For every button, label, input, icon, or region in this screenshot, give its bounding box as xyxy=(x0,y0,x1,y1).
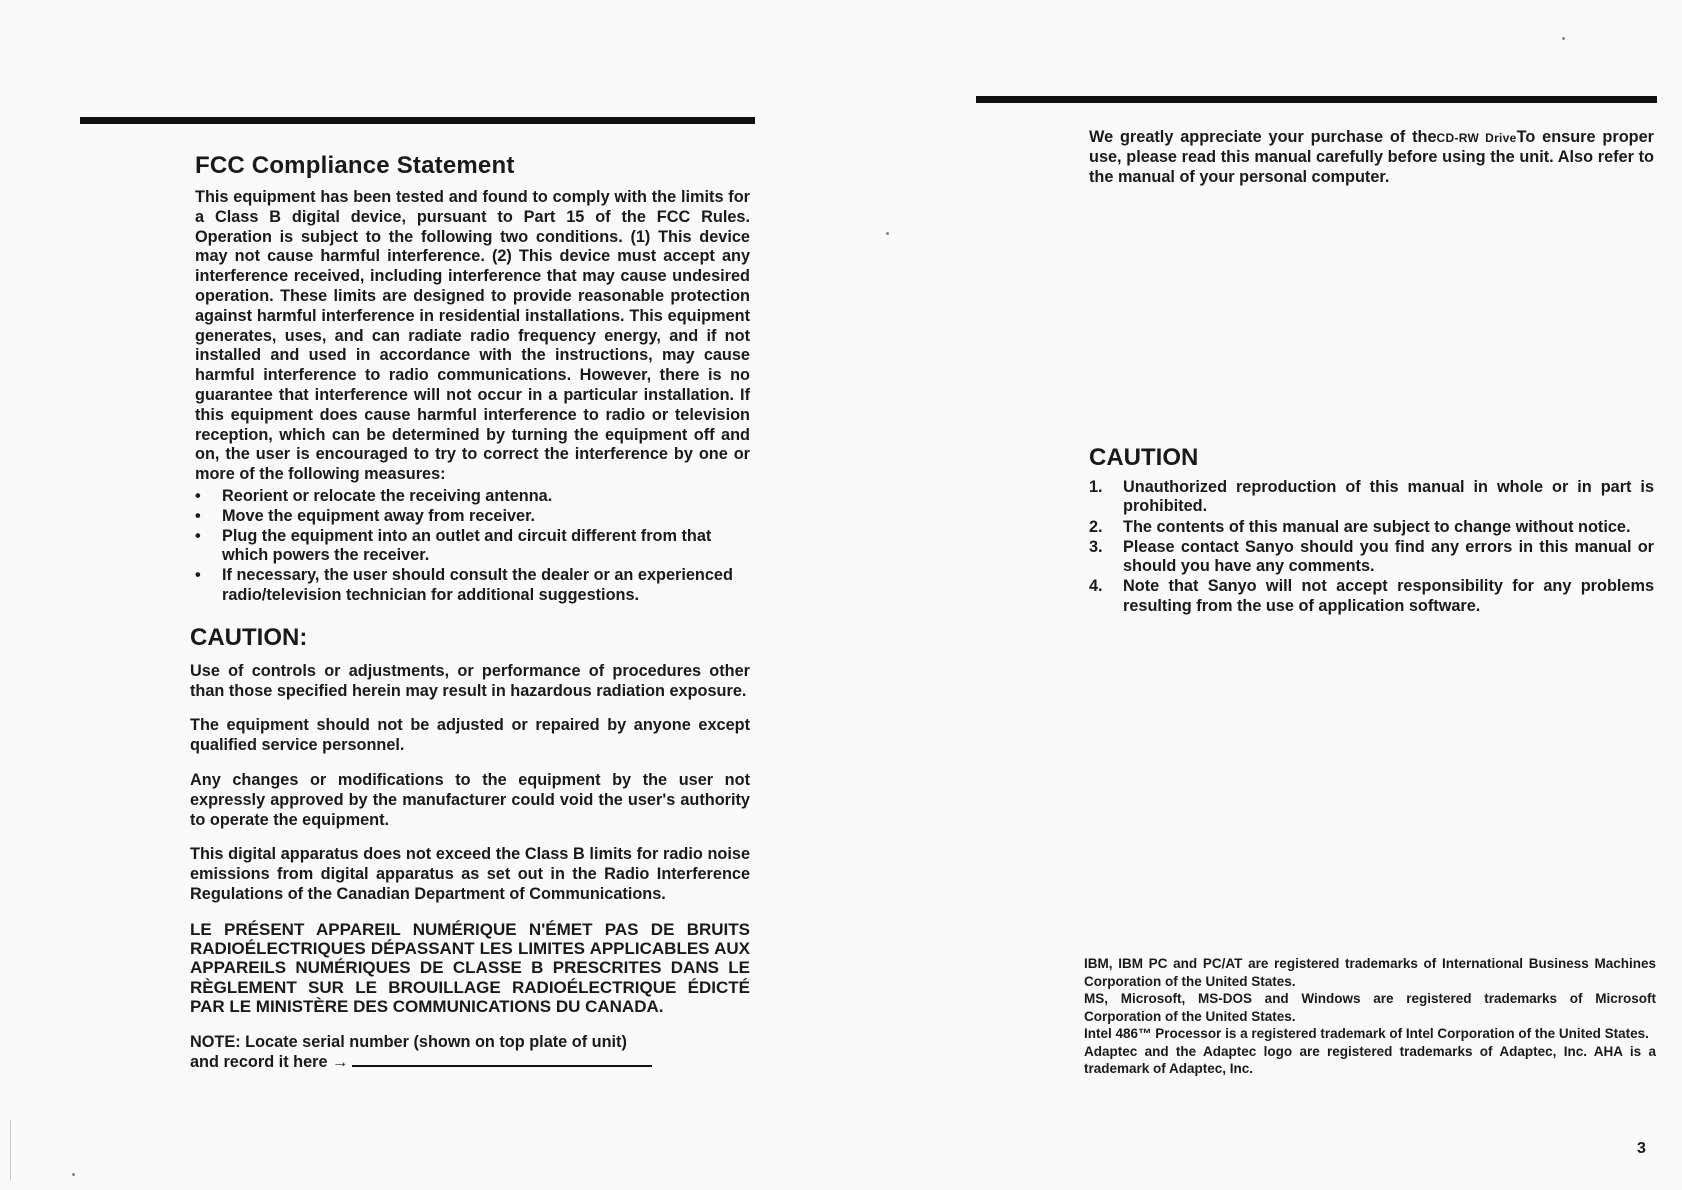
right-page xyxy=(841,0,1682,1190)
list-item: 1. Unauthorized reproduction of this manual in whole or in part is prohibited. xyxy=(1089,478,1654,516)
trademark-line: Intel 486™ Processor is a registered trademark of Intel Corporation of the United States. xyxy=(1084,1026,1649,1041)
left-page xyxy=(0,0,820,1190)
caution-paragraph: Any changes or modifications to the equipment by the user not expressly approved by the manufacturer could void the user's authority to operate the equipment. xyxy=(190,770,750,829)
bullet-icon: • xyxy=(195,506,201,525)
page-number: 3 xyxy=(1637,1140,1646,1157)
caution-title: CAUTION xyxy=(1089,444,1199,471)
scan-speck xyxy=(72,1173,75,1176)
fcc-body: This equipment has been tested and found to comply with the limits for a Class B digital device, pursuant to Part 15 of the FCC Rules. Operation is subject to the following two conditions. (1) This device may not cause harmful interference. (2) This device must accept any interference received, including interference that may cause undesired operation. These limits are designed to provide reasonable protection against harmful interference in residential installations. This equipment generates, uses, and can radiate radio frequency energy, and if not installed and used in accordance with the instructions, may cause harmful interference to radio communications. However, there is no guarantee that interference will not occur in a particular installation. If this equipment does cause harmful interference to radio or television reception, which can be determined by turning the equipment off and on, the user is encouraged to try to correct the interference by one or more of the following measures: xyxy=(195,188,750,484)
top-rule xyxy=(80,117,755,124)
french-notice: LE PRÉSENT APPAREIL NUMÉRIQUE N'ÉMET PAS DE BRUITS RADIOÉLECTRIQUES DÉPASSANT LES LIMITES APPLICABLES AUX APPAREILS NUMÉRIQUES DE CLASSE B PRESCRITES DANS LE RÈGLEMENT SUR LE BROUILLAGE RADIOÉLECTRIQUE ÉDICTÉ PAR LE MINISTÈRE DES COMMUNICATIONS DU CANADA. xyxy=(190,919,750,1016)
measures-list xyxy=(190,487,750,606)
intro-block xyxy=(1089,128,1654,187)
top-rule xyxy=(976,96,1657,103)
bullet-icon: • xyxy=(195,486,201,505)
serial-number-blank xyxy=(352,1053,652,1067)
list-item: • Move the equipment away from receiver. xyxy=(195,506,536,525)
scan-speck xyxy=(1562,37,1565,40)
trademarks-block xyxy=(1084,955,1656,1078)
intro-paragraph: We greatly appreciate your purchase of theCD-RW DriveTo ensure proper use, please read this manual carefully before using the unit. Also refer to the manual of your personal computer. xyxy=(1089,128,1654,186)
caution-paragraph: This digital apparatus does not exceed the Class B limits for radio noise emissions from digital apparatus as set out in the Radio Interference Regulations of the Canadian Department of Communications. xyxy=(190,845,750,903)
caution-paragraph: Use of controls or adjustments, or performance of procedures other than those specified herein may result in hazardous radiation exposure. xyxy=(190,661,750,700)
caution-list xyxy=(1089,478,1654,617)
caution-paragraph: The equipment should not be adjusted or repaired by anyone except qualified service personnel. xyxy=(190,716,750,755)
serial-note xyxy=(190,1032,750,1072)
list-item: • Reorient or relocate the receiving antenna. xyxy=(195,486,553,505)
serial-note-line2: and record it here → xyxy=(190,1053,349,1072)
product-name: CD-RW Drive xyxy=(1436,131,1517,145)
trademark-line: Adaptec and the Adaptec logo are registered trademarks of Adaptec, Inc. AHA is a trademark of Adaptec, Inc. xyxy=(1084,1043,1656,1076)
bullet-icon: • xyxy=(195,566,201,585)
list-item: 2. The contents of this manual are subject to change without notice. xyxy=(1089,517,1631,536)
bullet-icon: • xyxy=(195,526,201,545)
list-item: • Plug the equipment into an outlet and circuit different from that which powers the receiver. xyxy=(195,526,712,565)
list-item: • If necessary, the user should consult the dealer or an experienced radio/television technician for additional suggestions. xyxy=(195,566,733,604)
serial-note-line1: NOTE: Locate serial number (shown on top plate of unit) xyxy=(190,1033,627,1052)
trademark-line: MS, Microsoft, MS-DOS and Windows are registered trademarks of Microsoft Corporation of the United States. xyxy=(1084,991,1656,1024)
left-column xyxy=(190,152,750,1072)
list-item: 4. Note that Sanyo will not accept responsibility for any problems resulting from the use of application software. xyxy=(1089,577,1654,615)
fcc-title: FCC Compliance Statement xyxy=(195,152,515,179)
list-item: 3. Please contact Sanyo should you find any errors in this manual or should you have any comments. xyxy=(1089,537,1654,576)
scan-margin-line xyxy=(10,1120,11,1180)
caution-title: CAUTION: xyxy=(190,623,308,651)
trademark-line: IBM, IBM PC and PC/AT are registered trademarks of International Business Machines Corporation of the United States. xyxy=(1084,956,1656,989)
